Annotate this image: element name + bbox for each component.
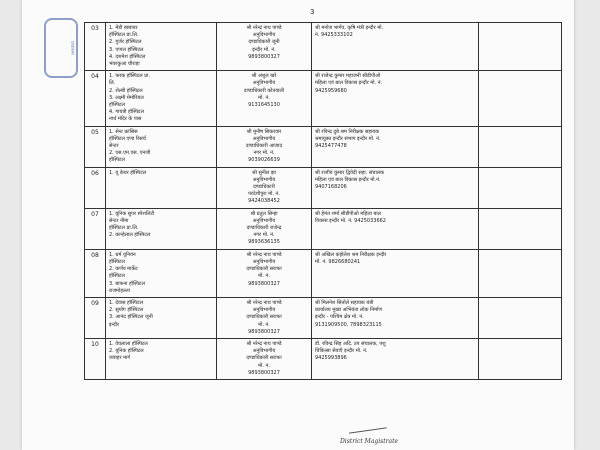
sdm-line: दण्डाधिकारी आजाद: [245, 143, 283, 150]
officer-line: नं. 9425333102: [315, 32, 353, 39]
hospitals-line: भंवरकुआ चौराहा: [109, 61, 140, 68]
serial-number-cell: [85, 297, 106, 338]
sdm-line: दण्डाधिकारी सराफा: [246, 314, 282, 321]
officer-line: 9407168206: [315, 184, 347, 191]
hospitals-line: 1. यू केयर हॉस्पिटल: [109, 169, 147, 176]
document-page: [22, 0, 574, 450]
sdm-line: अनुविभागीय: [252, 348, 276, 355]
sdm-line: मो. नं.: [258, 273, 270, 280]
sdm-line: 9893800327: [248, 328, 280, 335]
sdm-line: श्री प्रतुल सिन्हा: [250, 210, 278, 217]
officer-line: विकास इन्दौर मो. नं. 9425033662: [315, 217, 386, 224]
sdm-officer-cell: [217, 23, 312, 71]
officer-line: 9131909500, 7898323115: [315, 321, 382, 328]
sdm-line: दण्डाधिकारी: [253, 184, 275, 191]
officer-line: इन्दौर - पश्चिम क्षेत्र मो. नं.: [315, 314, 364, 321]
officer-line: श्री मनोज भार्गव, कृषि मंत्री इन्दौर मो.: [315, 25, 384, 31]
sdm-line: अनुविभागीय: [252, 258, 276, 265]
sdm-line: अनुविभागीय: [252, 32, 276, 39]
hospitals-line: 2. सुयोग हॉस्पिटल: [109, 307, 144, 314]
remarks-cell: [479, 23, 562, 71]
sdm-line: 9893800327: [248, 53, 280, 60]
hospital-names-cell: [106, 208, 217, 249]
sdm-line: श्री नरेन्द्र नाथ पाण्डे: [246, 299, 282, 306]
remarks-cell: [479, 249, 562, 297]
sdm-line: अनुविभागीय: [252, 217, 276, 224]
hospitals-line: लि.: [109, 80, 116, 87]
signature-title: District Magistrate: [340, 438, 399, 445]
sdm-officer-cell: [217, 249, 312, 297]
signature-mark: [347, 415, 386, 433]
sdm-line: दण्डाधिकारी कोतवाली: [243, 87, 285, 94]
sdm-line: अनुविभागीय: [252, 307, 276, 314]
remarks-cell: [479, 208, 562, 249]
sdm-officer-cell: [217, 167, 312, 208]
hospital-names-cell: [106, 167, 217, 208]
sdm-line: दण्डाधिकारी जूनी: [248, 39, 280, 46]
hospital-names-cell: [106, 71, 217, 126]
remarks-cell: [479, 338, 562, 379]
page-number: 3: [310, 8, 315, 16]
hospital-names-cell: [106, 297, 217, 338]
nodal-officer-cell: [312, 208, 479, 249]
nodal-officer-cell: [312, 249, 479, 297]
officer-line: चिकित्सा सेवाएँ इन्दौर मो. नं.: [315, 348, 368, 355]
officer-line: डॉ. रविन्द्र सिंह अदि. उप संचालक, पशु: [315, 340, 386, 347]
nodal-officer-cell: [312, 338, 479, 379]
sdm-line: मो. नं.: [258, 362, 270, 369]
hospitals-line: हॉस्पिटल: [109, 157, 125, 164]
sdm-line: अनुविभागीय: [252, 135, 276, 142]
officer-line: श्री अखिल कहोलेश श्रम निरीक्षक इन्दौर: [315, 251, 387, 258]
serial-number-cell: [85, 338, 106, 379]
hospitals-line: 2. कर्णव मार्केट: [109, 266, 138, 273]
hospitals-line: 1. मेडी स्क्वायर: [109, 25, 138, 31]
officer-line: 9425993896: [315, 355, 347, 362]
hospitals-line: 2. एस.एम.एस. एनजी: [109, 150, 151, 157]
sdm-line: श्री नरेन्द्र नाथ पाण्डे: [246, 25, 282, 31]
table-row: [85, 208, 562, 249]
hospital-names-cell: [106, 23, 217, 71]
officer-line: श्री राजेन्द्र कुमार महाजनी सीडीपीओ: [315, 73, 381, 80]
hospitals-line: 2. गुर्जर हॉस्पिटल: [109, 39, 142, 46]
officer-line: महिला एवं बाल विकास इन्दौर मो.नं.: [315, 176, 381, 183]
sdm-officer-cell: [217, 126, 312, 167]
hospitals-line: 2. शेल्बी हॉस्पिटल: [109, 87, 143, 94]
sdm-line: दण्डाधिकारी सराफा: [246, 266, 282, 273]
sdm-line: इन्दौर मो. नं.: [252, 46, 276, 53]
hospital-names-cell: [106, 249, 217, 297]
hospitals-line: हॉस्पिटल: [109, 273, 125, 280]
hospitals-line: 1. फरक हॉस्पिटल प्रा.: [109, 73, 150, 80]
sdm-line: 9893800327: [248, 280, 280, 287]
officer-line: श्रमायुक्त इन्दौर संभाग इन्दौर मो. नं.: [315, 135, 381, 142]
hospitals-line: 3. एप्पल हॉस्पिटल: [109, 46, 144, 53]
serial-number: 05: [91, 128, 99, 136]
hospitals-line: 3. लक्ष्मी मेमोरियल: [109, 94, 144, 101]
hospital-names-cell: [106, 338, 217, 379]
sdm-line: श्री नरेन्द्र नाथ पाण्डे: [246, 340, 282, 347]
sdm-line: श्री मुनीष सिकरवार: [246, 128, 282, 135]
officer-line: महिला एवं बाल विकास इन्दौर मो. नं.: [315, 80, 383, 87]
serial-number: 03: [91, 25, 99, 32]
hospitals-line: हॉस्पिटल एण्ड रिसर्च: [109, 135, 146, 142]
serial-number-cell: [85, 249, 106, 297]
hospital-names-cell: [106, 126, 217, 167]
serial-number-cell: [85, 167, 106, 208]
hospitals-line: सेन्टर: [109, 143, 119, 150]
table-row: [85, 297, 562, 338]
officer-line: श्री मिलनेश सितोले सहायक यंत्री: [315, 299, 374, 306]
hospitals-line: 1. यूनिक सुपर स्पेशलिटी: [109, 210, 155, 217]
sdm-line: परदेशीपुरा मो. नं.: [248, 191, 280, 198]
sdm-line: मो. नं.: [258, 94, 270, 101]
serial-number: 08: [91, 251, 99, 259]
table-body: [85, 23, 562, 380]
table-row: [85, 167, 562, 208]
sdm-line: 9131645130: [248, 102, 280, 109]
hospitals-line: 1. सेन्ट फ्रांसिस: [109, 128, 138, 135]
sdm-line: 9039026639: [248, 157, 280, 164]
serial-number-cell: [85, 23, 106, 71]
sdm-line: श्री अंशुल खरे: [251, 73, 277, 80]
nodal-officer-cell: [312, 297, 479, 338]
serial-number-cell: [85, 126, 106, 167]
hospitals-line: हॉस्पिटल प्रा.लि.: [109, 225, 139, 232]
nodal-officer-cell: [312, 167, 479, 208]
serial-number-cell: [85, 208, 106, 249]
nodal-officer-cell: [312, 23, 479, 71]
hospitals-line: नार्थ मंदिर के पास: [109, 116, 142, 123]
table-row: [85, 249, 562, 297]
sdm-line: श्री नरेन्द्र नाथ पाण्डे: [246, 251, 282, 258]
hospitals-line: 2. यूनिक हॉस्पिटल: [109, 348, 144, 355]
sdm-line: नगर मो. नं.: [253, 232, 275, 239]
sdm-line: अनुविभागीय: [252, 176, 276, 183]
officer-line: श्री रविन्द्र दुबे श्रम निरीक्षक सहायक: [315, 128, 380, 135]
hospitals-line: जवाहर मार्ग: [109, 355, 131, 362]
sdm-officer-cell: [217, 297, 312, 338]
table-row: [85, 126, 562, 167]
hospitals-line: राजमोहल्ला: [109, 287, 130, 294]
sdm-line: 9893636135: [248, 239, 280, 246]
sdm-officer-cell: [217, 71, 312, 126]
hospitals-line: सेन्टर नीमा: [109, 217, 129, 224]
officer-line: श्री राजीव कुमार द्विवेदी सहा. संचालक: [315, 169, 384, 176]
remarks-cell: [479, 167, 562, 208]
serial-number: 04: [91, 73, 99, 81]
serial-number: 09: [91, 299, 99, 307]
officer-line: श्री हेमंत शर्मा सीडीपीओ महिला बाल: [315, 210, 382, 217]
serial-number: 10: [91, 340, 99, 348]
remarks-cell: [479, 126, 562, 167]
remarks-cell: [479, 71, 562, 126]
serial-number: 07: [91, 210, 99, 218]
serial-number: 06: [91, 169, 99, 177]
sdm-line: 9424038452: [248, 198, 280, 205]
serial-number-cell: [85, 71, 106, 126]
table-row: [85, 23, 562, 71]
hospitals-line: हॉस्पिटल प्रा.लि.: [109, 32, 139, 39]
office-stamp: प्रशासन: [44, 18, 78, 78]
hospitals-line: 4. दशमेश हॉस्पिटल: [109, 53, 146, 60]
sdm-line: अनुविभागीय: [252, 80, 276, 87]
officer-line: 9425959680: [315, 87, 347, 94]
officer-line: मो. नं. 9826680241: [315, 258, 361, 265]
hospitals-line: 4. गायत्री हॉस्पिटल: [109, 109, 144, 116]
table-row: [85, 338, 562, 379]
hospitals-line: हॉस्पिटल: [109, 102, 125, 109]
nodal-officer-cell: [312, 126, 479, 167]
sdm-officer-cell: [217, 208, 312, 249]
hospitals-line: 3. आनंद हॉस्पिटल जूनी: [109, 314, 153, 321]
hospitals-line: 1. देवास हॉस्पिटल: [109, 299, 143, 306]
nodal-officer-cell: [312, 71, 479, 126]
sdm-officer-cell: [217, 338, 312, 379]
duty-allocation-table: [84, 22, 562, 380]
sdm-line: मो. नं.: [258, 321, 270, 328]
table-row: [85, 71, 562, 126]
hospitals-line: इन्दौर: [109, 321, 119, 328]
hospitals-line: 2. कान्हेलाल हॉस्पिटल: [109, 232, 151, 239]
sdm-line: श्री सुनील झा: [252, 169, 276, 176]
hospitals-line: 1. वेवलाला हॉस्पिटल: [109, 340, 148, 347]
officer-line: 9425477478: [315, 143, 347, 150]
officer-line: कार्यालय मुख्य अभियंता लोक निर्माण: [315, 307, 382, 314]
hospitals-line: 1. धर्म यूनियन: [109, 251, 136, 258]
sdm-line: 9893800327: [248, 369, 280, 376]
sdm-line: दण्डाधिकारी राजेन्द्र: [246, 225, 282, 232]
remarks-cell: [479, 297, 562, 338]
hospitals-line: 3. बाफना हॉस्पिटल: [109, 280, 145, 287]
sdm-line: दण्डाधिकारी सराफा: [246, 355, 282, 362]
sdm-line: नगर मो. नं.: [253, 150, 275, 157]
hospitals-line: हॉस्पिटल: [109, 258, 125, 265]
